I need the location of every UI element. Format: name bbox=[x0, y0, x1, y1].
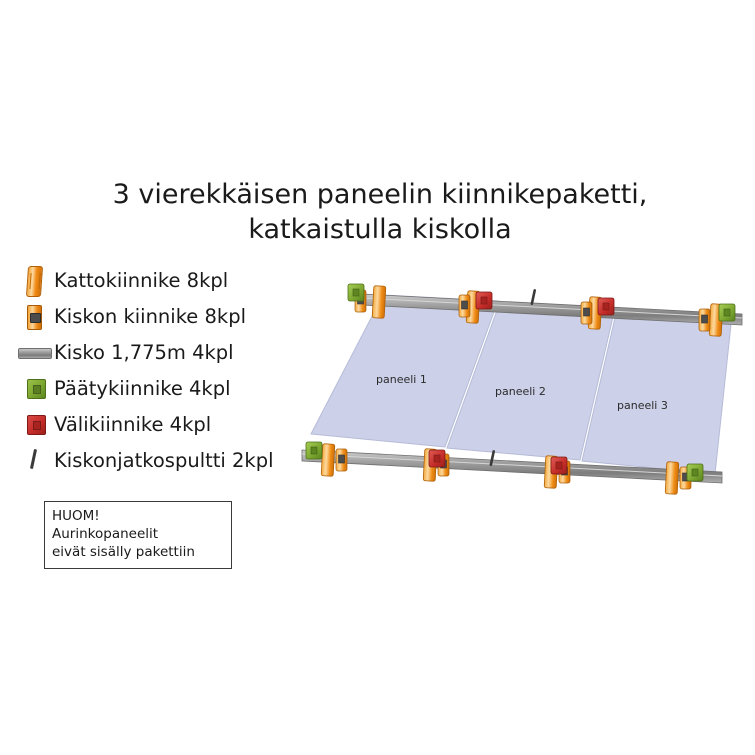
legend-item-roof-hook bbox=[14, 262, 324, 298]
panel-array bbox=[311, 295, 732, 474]
end-clamp-icon bbox=[14, 370, 54, 406]
rail-clamp bbox=[699, 309, 710, 331]
end-clamp bbox=[348, 284, 364, 301]
legend-item-label: Kiskonjatkospultti 2kpl bbox=[54, 448, 274, 472]
rail-clamp bbox=[336, 449, 347, 471]
note-line-1: HUOM! bbox=[52, 508, 100, 524]
panel-2-label: paneeli 2 bbox=[495, 385, 546, 398]
mid-clamp bbox=[551, 457, 567, 474]
page-title-line-2: katkaistulla kiskolla bbox=[248, 213, 512, 245]
rail-clamp-icon bbox=[14, 298, 54, 334]
page-title-line-1: 3 vierekkäisen paneelin kiinnikepaketti, bbox=[112, 179, 648, 210]
end-clamp bbox=[306, 442, 322, 459]
mid-clamp bbox=[476, 292, 492, 309]
legend-item-label: Kiskon kiinnike 8kpl bbox=[54, 304, 247, 328]
legend bbox=[14, 262, 324, 478]
legend-item-label: Päätykiinnike 4kpl bbox=[54, 376, 231, 400]
mid-clamp bbox=[429, 450, 445, 467]
roof-hook bbox=[665, 462, 679, 495]
legend-item-mid-clamp bbox=[14, 406, 324, 442]
panel-1-label: paneeli 1 bbox=[376, 373, 427, 386]
roof-hook-icon bbox=[14, 262, 54, 298]
legend-item-label: Välikiinnike 4kpl bbox=[54, 412, 212, 436]
roof-hook bbox=[372, 286, 386, 319]
rail-clamp bbox=[459, 295, 470, 317]
mid-clamp bbox=[598, 298, 614, 315]
page-title bbox=[60, 178, 700, 247]
end-clamp bbox=[719, 304, 735, 321]
rail-clamp bbox=[581, 302, 592, 324]
panel-3-label: paneeli 3 bbox=[617, 399, 668, 412]
rail-icon bbox=[14, 334, 54, 370]
roof-hook bbox=[321, 444, 335, 477]
legend-item-end-clamp bbox=[14, 370, 324, 406]
note-line-3: eivät sisälly pakettiin bbox=[52, 543, 195, 560]
legend-item-rail-splice-bolt bbox=[14, 442, 324, 478]
legend-item-label: Kisko 1,775m 4kpl bbox=[54, 340, 234, 364]
legend-item-rail bbox=[14, 334, 324, 370]
mid-clamp-icon bbox=[14, 406, 54, 442]
rail-splice-bolt-icon bbox=[14, 442, 54, 478]
note-box bbox=[44, 501, 232, 569]
legend-item-label: Kattokiinnike 8kpl bbox=[54, 268, 229, 292]
end-clamp bbox=[687, 464, 703, 481]
note-line-2: Aurinkopaneelit bbox=[52, 525, 159, 542]
legend-item-rail-clamp bbox=[14, 298, 324, 334]
mounting-layout-diagram bbox=[295, 262, 750, 522]
